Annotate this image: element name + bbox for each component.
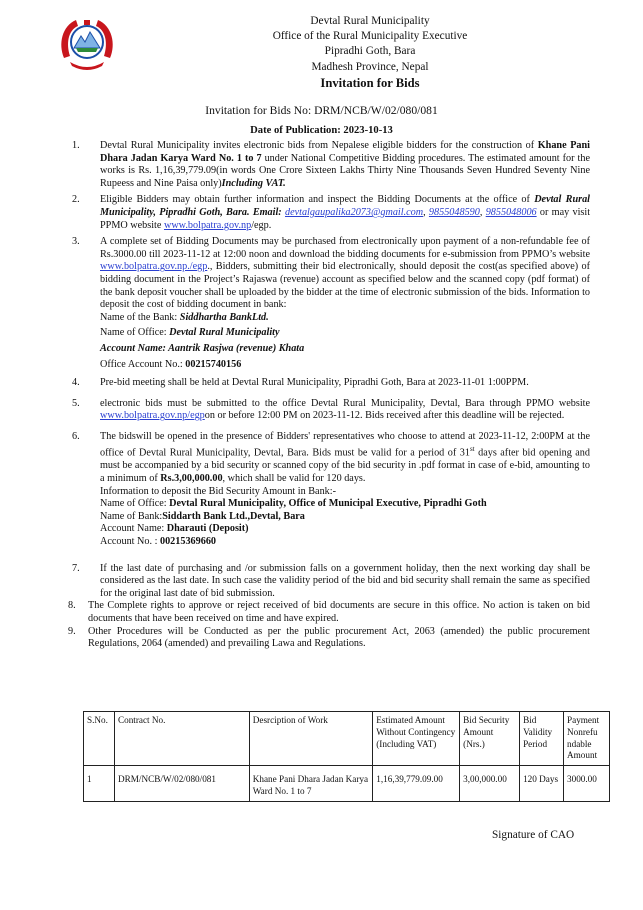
table-cell: 3000.00	[564, 766, 610, 802]
item-number: 9.	[68, 625, 76, 637]
value: Siddarth Bank Ltd.,Devtal, Bara	[162, 510, 305, 522]
item-number: 1.	[72, 140, 80, 151]
ordinal-suffix: st	[469, 445, 475, 454]
column-header: Payment Nonrefu ndable Amount	[564, 712, 610, 766]
table-cell: 120 Days	[520, 766, 564, 802]
office-name-line	[100, 327, 590, 340]
publication-date: Date of Publication: 2023-10-13	[250, 125, 393, 136]
table-cell: 1	[84, 766, 115, 802]
item-text: ., Bidders, submitting their bid electronically, should deposit the cost(as specified above) of bidding document in the Project’s Rajaswa (revenue) account as specified below and the scanned copy (pdf format) of the bank deposit voucher shall be uploaded by the bidder at the time of electronic submission of the bids. Information to deposit the cost of bidding document in bank:	[100, 261, 590, 311]
item-text: A complete set of Bidding Documents may be purchased from electronically upon payment of a non-refundable fee of Rs.3000.00 till 2023-11-12 at 12:00 noon and download the bidding documents for e-submission from PPMO’s website	[100, 236, 590, 260]
label: Office Account No.:	[100, 358, 186, 370]
account-name-line: Account Name: Aantrik Rasjwa (revenue) Khata	[100, 342, 305, 354]
list-item	[72, 563, 590, 601]
item-text: under National Competitive Bidding procedures. The estimated amount for the works is Rs. 1,16,39,779.09(in words One Crore Sixteen Lakhs Thirty Nine Thousands Seven Hundred Seventy Nine Rupeess and Nine Paisa only)	[100, 152, 590, 189]
item-text: Eligible Bidders may obtain further information and inspect the Bidding Documents at the office of	[100, 194, 535, 206]
column-header: Bid Security Amount (Nrs.)	[460, 712, 520, 766]
label: Account No. :	[100, 536, 160, 548]
header-line-4: Madhesh Province, Nepal	[311, 60, 429, 73]
list-item	[72, 194, 590, 232]
header-line-1: Devtal Rural Municipality	[310, 15, 430, 27]
item-text: Other Procedures will be Conducted as per the public procurement Act, 2063 (amended) the public procurement Regulations, 2064 (amended) and prevailing Lawa and Regulations.	[88, 625, 590, 650]
ppmo-link[interactable]: www.bolpatra.gov.np/egp	[100, 410, 205, 422]
item-number: 5.	[72, 397, 80, 409]
email-link[interactable]: devtalgaupalika2073@gmail.com	[284, 206, 424, 218]
item-text: Pre-bid meeting shall be held at Devtal Rural Municipality, Pipradhi Goth, Bara at 2023-11-01 1:00PPM.	[100, 377, 529, 389]
item-text: If the last date of purchasing and /or submission falls on a government holiday, then the next working day shall be considered as the last date. In such case the validity period of the bid and bid security shall remain the same as specified for the original last date of bid submission.	[100, 562, 590, 599]
table-header-row	[84, 712, 610, 766]
column-header: Bid Validity Period	[520, 712, 564, 766]
work-name: Khane Pani Dhara Jadan Karya Ward No. 1 to 7	[100, 140, 591, 164]
bank-name-line	[100, 511, 590, 524]
header-line-2: Office of the Rural Municipality Executive	[272, 30, 468, 43]
office-address: Devtal Rural Municipality, Pipradhi Goth, Bara. Email:	[100, 194, 590, 218]
label: Name of Office:	[100, 327, 170, 339]
ppmo-link[interactable]: www.bolpatra.gov.np./egp	[100, 261, 208, 273]
list-item	[68, 600, 590, 625]
value: Siddhartha BankLtd.	[179, 311, 269, 323]
list-item	[72, 431, 590, 549]
table-cell: DRM/NCB/W/02/080/081	[114, 766, 249, 802]
item-text: or may visit PPMO website	[100, 206, 591, 231]
list-item	[68, 626, 590, 651]
value: Devtal Rural Municipality	[169, 327, 280, 339]
table-cell: 3,00,000.00	[460, 766, 520, 802]
bid-details-table	[83, 711, 610, 802]
notice-items	[68, 140, 591, 651]
item-text: The bidswill be opened in the presence of Bidders' representatives who choose to attend at 2023-11-12, 2:00PM at the office of Devtal Rural Municipality, Devtal, Bara. Bids must be valid for a period of 31	[100, 430, 590, 459]
bank-name-line	[100, 312, 590, 325]
ifb-number: Invitation for Bids No: DRM/NCB/W/02/080/081	[205, 104, 438, 117]
item-number: 3.	[72, 236, 80, 248]
table-row	[84, 766, 610, 802]
account-number-line	[100, 359, 590, 372]
item-text: on or before 12:00 PM on 2023-11-12. Bids received after this deadline will be rejected.	[204, 410, 565, 422]
header-line-3: Pipradhi Goth, Bara	[324, 45, 416, 58]
item-number: 6.	[72, 430, 80, 442]
column-header: Contract No.	[114, 712, 249, 766]
value: Dharauti (Deposit)	[166, 523, 249, 535]
item-number: 4.	[72, 377, 80, 389]
item-text: days after bid opening and must be accompanied by a bid security or scanned copy of the bid security in .pdf format in case of e-bid, amounting to a minimum of	[100, 447, 590, 485]
bid-security-amount: Rs.3,00,000.00	[160, 473, 223, 485]
phone-link-2[interactable]: 9855048006	[485, 206, 537, 218]
list-item	[72, 236, 590, 371]
value: 00215740156	[185, 358, 242, 370]
value: Devtal Rural Municipality, Office of Municipal Executive, Pipradhi Goth	[169, 498, 487, 510]
label: Account Name:	[100, 523, 167, 535]
account-name-line	[100, 523, 590, 536]
table-cell: 1,16,39,779.09.00	[373, 766, 460, 802]
list-item	[72, 398, 590, 423]
separator: ,	[479, 206, 483, 218]
item-text: The Complete rights to approve or reject received of bid documents are secure in this office. No action is taken on bid documents that have been received on time and have expired.	[88, 600, 590, 624]
item-number: 2.	[72, 194, 80, 206]
value: 00215369660	[159, 536, 217, 548]
list-item	[72, 140, 590, 190]
nepal-emblem-icon	[56, 14, 118, 74]
list-item	[72, 377, 590, 390]
separator: ,	[423, 206, 426, 218]
deposit-info: Information to deposit the Bid Security Amount in Bank:-	[100, 485, 336, 497]
item-text: Devtal Rural Municipality invites electronic bids from Nepalese eligible bidders for the construction of	[100, 140, 538, 151]
item-number: 7.	[72, 562, 80, 574]
ppmo-link[interactable]: www.bolpatra.gov.np	[163, 219, 252, 231]
notice-title: Invitation for Bids	[320, 75, 420, 90]
column-header: Estimated Amount Without Contingency (Including VAT)	[373, 712, 460, 766]
column-header: S.No.	[84, 712, 115, 766]
vat-note: Including VAT.	[221, 177, 286, 189]
item-text: , which shall be valid for 120 days.	[222, 473, 366, 485]
label: Name of Office:	[100, 498, 170, 510]
phone-link-1[interactable]: 9855048590	[428, 206, 480, 218]
office-name-line	[100, 498, 590, 511]
label: Name of Bank:	[100, 510, 163, 522]
item-text: /egp.	[251, 219, 272, 231]
office-header	[200, 14, 540, 91]
item-number: 8.	[68, 600, 76, 612]
signature-line: Signature of CAO	[492, 829, 575, 841]
account-number-line	[100, 536, 590, 549]
column-header: Desrciption of Work	[249, 712, 372, 766]
table-cell: Khane Pani Dhara Jadan Karya Ward No. 1 to 7	[249, 766, 372, 802]
item-text: electronic bids must be submitted to the office Devtal Rural Municipality, Devtal, Bara through PPMO website	[100, 397, 590, 409]
label: Name of the Bank:	[100, 311, 180, 323]
